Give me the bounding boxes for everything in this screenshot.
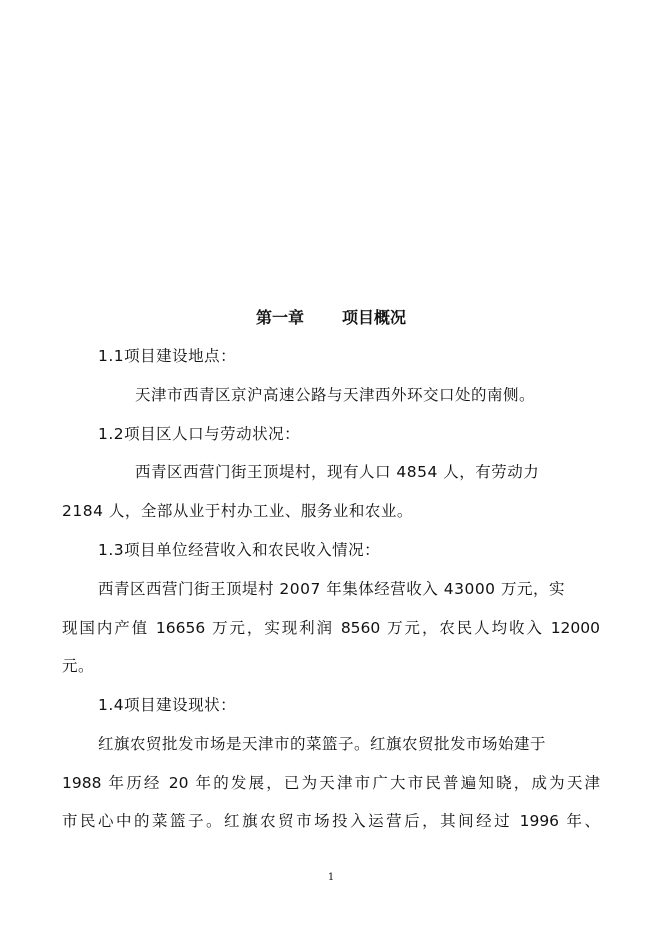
section-2-heading: 1.2项目区人口与劳动状况： xyxy=(98,425,301,443)
section-4-heading: 1.4项目建设现状： xyxy=(98,696,237,714)
chapter-number: 第一章 xyxy=(255,308,304,327)
section-2-line-1: 西青区西营门街王顶堤村，现有人口 4854 人，有劳动力 xyxy=(135,463,540,481)
section-3-heading: 1.3项目单位经营收入和农民收入情况： xyxy=(98,541,381,559)
section-2-line-2: 2184 人，全部从业于村办工业、服务业和农业。 xyxy=(62,502,413,520)
page-number: 1 xyxy=(327,872,335,883)
section-3-line-3: 元。 xyxy=(62,657,95,675)
section-1-heading: 1.1项目建设地点： xyxy=(98,347,237,365)
section-4-line-1: 红旗农贸批发市场是天津市的菜篮子。红旗农贸批发市场始建于 xyxy=(98,735,547,753)
chapter-title: 项目概况 xyxy=(342,308,407,327)
section-4-line-3: 市民心中的菜篮子。红旗农贸市场投入运营后，其间经过 1996 年、 xyxy=(62,812,600,830)
section-4-line-2: 1988 年历经 20 年的发展，已为天津市广大市民普遍知晓，成为天津 xyxy=(62,774,600,792)
section-3-line-2: 现国内产值 16656 万元，实现利润 8560 万元，农民人均收入 12000 xyxy=(62,619,600,637)
section-1-body: 天津市西青区京沪高速公路与天津西外环交口处的南侧。 xyxy=(135,386,536,404)
section-3-line-1: 西青区西营门街王顶堤村 2007 年集体经营收入 43000 万元，实 xyxy=(98,580,565,598)
chapter-heading xyxy=(0,308,662,328)
